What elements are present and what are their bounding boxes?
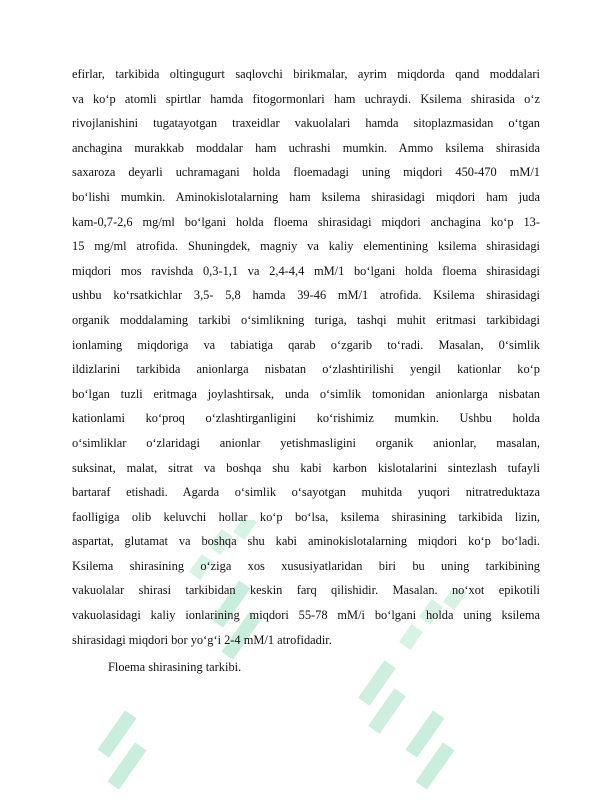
paragraph-line: ildizlarini tarkibida anionlarga nisbatan o‘zlashtirilishi yengil kationlar ko‘p [72, 362, 540, 377]
paragraph-line: saxaroza deyarli uchramagani holda floemadagi uning miqdori 450-470 mM/1 [72, 165, 540, 180]
paragraph-line: 15 mg/ml atrofida. Shuningdek, magniy va kaliy elementining ksilema shirasidagi [72, 239, 540, 254]
paragraph-line: shirasidagi miqdori bor yo‘g‘i 2-4 mM/1 atrofidadir. [72, 632, 332, 647]
paragraph-line: vakuolasidagi kaliy ionlarining miqdori 55-78 mM/i bo‘lgani holda uning ksilema [72, 608, 540, 623]
soff-logo-icon [86, 700, 156, 800]
paragraph-line: anchagina murakkab moddalar ham uchrashi mumkin. Ammo ksilema shirasida [72, 140, 540, 155]
paragraph-line: va ko‘p atomli spirtlar hamda fitogormonlari ham uchraydi. Ksilema shirasida o‘z [72, 91, 540, 106]
paragraph-line: bo‘lgan tuzli eritmaga joylashtirsak, unda o‘simlik tomonidan anionlarga nisbatan [72, 386, 540, 401]
paragraph-line: suksinat, malat, sitrat va boshqa shu kabi karbon kislotalarini sintezlash tufayli [72, 460, 540, 475]
paragraph-line: vakuolalar shirasi tarkibidan keskin farq qilishidir. Masalan. no‘xot epikotili [72, 583, 540, 598]
paragraph-line: bartaraf etishadi. Agarda o‘simlik o‘sayotgan muhitda yuqori nitratreduktaza [72, 485, 540, 500]
paragraph-line: faolligiga olib keluvchi hollar ko‘p bo‘lsa, ksilema shirasining tarkibida lizin, [72, 509, 540, 524]
paragraph-line: ionlaming miqdoriga va tabiatiga qarab o‘zgarib to‘radi. Masalan, 0‘simlik [72, 337, 540, 352]
paragraph-line: rivojlanishini tugatayotgan traxeidlar vakuolalari hamda sitoplazmasidan o‘tgan [72, 116, 540, 131]
paragraph-line: bo‘lishi mumkin. Aminokislotalarning ham ksilema shirasidagi miqdori ham juda [72, 189, 540, 204]
section-heading: Floema shirasining tarkibi. [108, 660, 242, 674]
paragraph-line: ushbu ko‘rsatkichlar 3,5- 5,8 hamda 39-46 mM/1 atrofida. Ksilema shirasidagi [72, 288, 540, 303]
paragraph-line: kam-0,7-2,6 mg/ml bo‘lgani holda floema shirasidagi miqdori anchagina ko‘p 13- [72, 214, 540, 229]
paragraph-line: efirlar, tarkibida oltingugurt saqlovchi birikmalar, ayrim miqdorda qand moddalari [72, 67, 540, 81]
paragraph-line: Ksilema shirasining o‘ziga xos xususiyatlaridan biri bu uning tarkibining [72, 558, 540, 573]
paragraph-line: organik moddalaming tarkibi o‘simlikning turiga, tashqi muhit eritmasi tarkibidagi [72, 312, 540, 327]
paragraph-line: miqdori mos ravishda 0,3-1,1 va 2,4-4,4 mM/1 bo‘lgani holda floema shirasidagi [72, 263, 540, 278]
body-paragraph [72, 62, 540, 652]
paragraph-line: kationlami ko‘proq o‘zlashtirganligini ko‘rishimiz mumkin. Ushbu holda [72, 411, 540, 426]
paragraph-line: o‘simliklar o‘zlaridagi anionlar yetishmasligini organik anionlar, masalan, [72, 435, 540, 450]
paragraph-line: aspartat, glutamat va boshqa shu kabi aminokislotalarning miqdori ko‘p bo‘ladi. [72, 534, 540, 549]
